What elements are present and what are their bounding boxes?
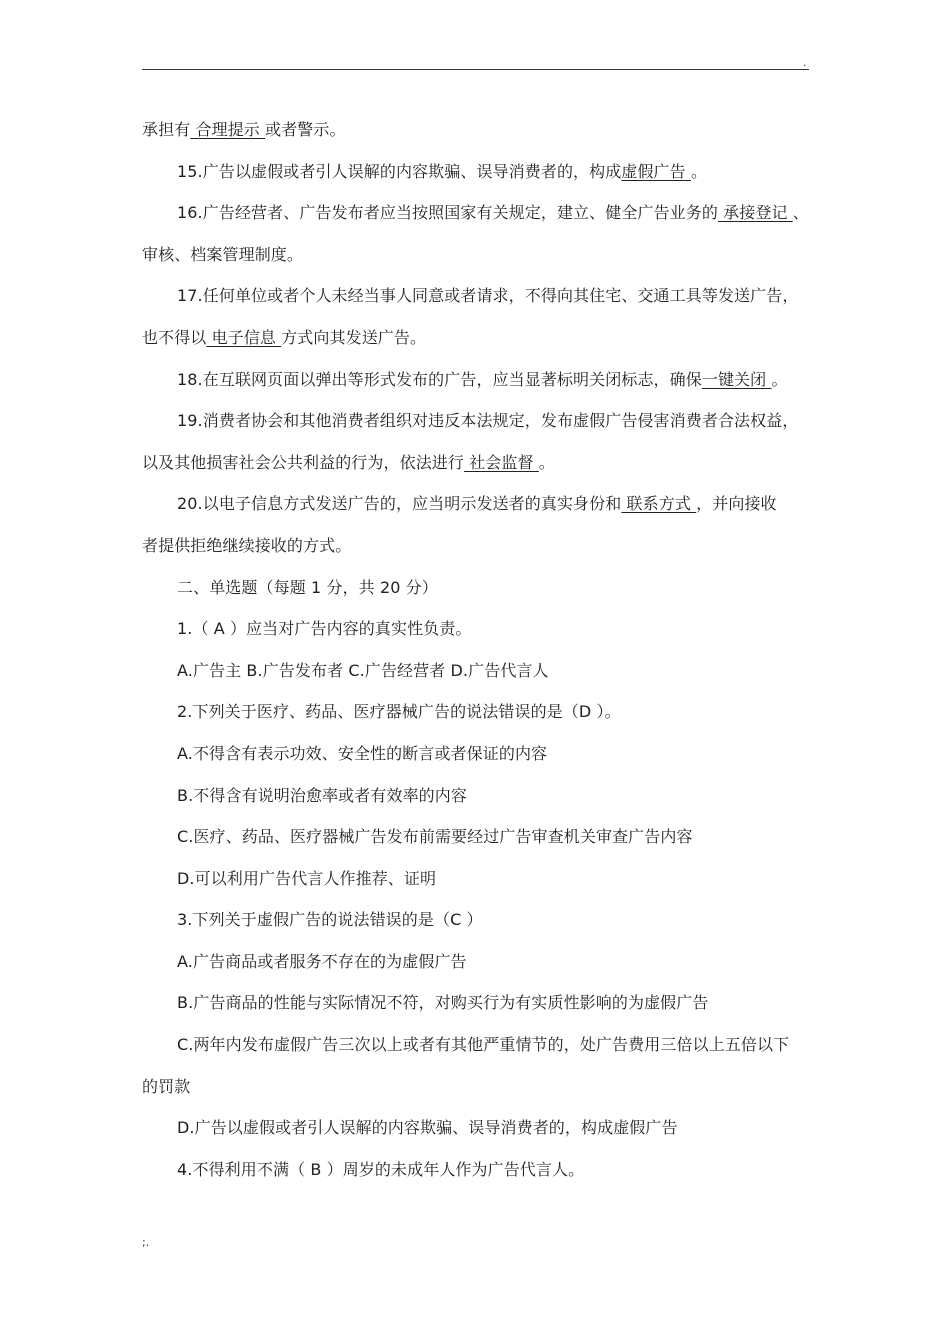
text-segment: B.广告商品的性能与实际情况不符，对购买行为有实质性影响的为虚假广告 xyxy=(177,993,709,1013)
text-line xyxy=(142,196,812,238)
underlined-answer: 电子信息 xyxy=(206,327,282,347)
text-line xyxy=(142,903,812,945)
text-line xyxy=(142,862,812,904)
text-line xyxy=(142,820,812,862)
text-segment: A.广告主 B.广告发布者 C.广告经营者 D.广告代言人 xyxy=(177,660,549,680)
underlined-answer: 社会监督 xyxy=(464,452,539,472)
text-segment: ，并向接收 xyxy=(696,494,777,514)
text-segment: 。 xyxy=(538,452,555,472)
text-line xyxy=(142,404,812,446)
text-segment: 方式向其发送广告。 xyxy=(281,327,427,347)
text-line xyxy=(142,695,812,737)
text-segment: 19.消费者协会和其他消费者组织对违反本法规定，发布虚假广告侵害消费者合法权益， xyxy=(177,411,799,431)
text-line xyxy=(142,321,812,363)
text-line xyxy=(142,238,812,280)
text-line xyxy=(142,155,812,197)
text-segment: 审核、档案管理制度。 xyxy=(142,244,304,264)
text-line xyxy=(142,529,812,571)
text-line xyxy=(142,1028,812,1070)
text-segment: 的罚款 xyxy=(142,1076,191,1096)
underlined-answer: 一键关闭 xyxy=(701,369,772,389)
text-segment: C.两年内发布虚假广告三次以上或者有其他严重情节的，处广告费用三倍以上五倍以下 xyxy=(177,1035,790,1055)
text-line xyxy=(142,779,812,821)
text-segment: 。 xyxy=(690,161,708,181)
text-segment: 、 xyxy=(792,203,809,223)
text-segment: 16.广告经营者、广告发布者应当按照国家有关规定，建立、健全广告业务的 xyxy=(177,203,718,223)
text-segment: A.不得含有表示功效、安全性的断言或者保证的内容 xyxy=(177,743,548,763)
text-segment: D.可以利用广告代言人作推荐、证明 xyxy=(177,868,437,888)
text-segment: 2.下列关于医疗、药品、医疗器械广告的说法错误的是（D ）。 xyxy=(177,702,621,722)
document-body xyxy=(142,113,812,1194)
text-segment: B.不得含有说明治愈率或者有效率的内容 xyxy=(177,785,467,805)
text-line xyxy=(142,487,812,529)
text-line xyxy=(142,945,812,987)
text-segment: 15.广告以虚假或者引人误解的内容欺骗、误导消费者的，构成 xyxy=(177,161,622,181)
header-rule xyxy=(142,69,809,70)
underlined-answer: 合理提示 xyxy=(190,120,266,139)
text-line xyxy=(142,363,812,405)
text-line xyxy=(142,612,812,654)
text-line xyxy=(142,571,812,613)
underlined-answer: 虚假广告 xyxy=(621,161,691,181)
text-segment: 。 xyxy=(771,369,788,389)
text-segment: 1.（ A ）应当对广告内容的真实性负责。 xyxy=(177,619,472,639)
text-segment: 或者警示。 xyxy=(265,120,346,139)
underlined-answer: 承接登记 xyxy=(717,203,793,223)
text-segment: 以及其他损害社会公共利益的行为，依法进行 xyxy=(142,452,465,472)
header-mark: . xyxy=(803,56,807,69)
text-segment: 4.不得利用不满（ B ）周岁的未成年人作为广告代言人。 xyxy=(177,1159,585,1179)
text-segment: 20.以电子信息方式发送广告的，应当明示发送者的真实身份和 xyxy=(177,494,622,514)
text-segment: 3.下列关于虚假广告的说法错误的是（C ） xyxy=(177,910,483,930)
text-segment: D.广告以虚假或者引人误解的内容欺骗、误导消费者的，构成虚假广告 xyxy=(177,1118,678,1138)
text-segment: 二、单选题（每题 1 分，共 20 分） xyxy=(177,577,438,597)
text-line xyxy=(142,113,812,155)
text-line xyxy=(142,1111,812,1153)
text-segment: 承担有 xyxy=(142,120,191,139)
text-segment: A.广告商品或者服务不存在的为虚假广告 xyxy=(177,951,467,971)
text-line xyxy=(142,737,812,779)
text-line xyxy=(142,1070,812,1112)
text-segment: 18.在互联网页面以弹出等形式发布的广告，应当显著标明关闭标志，确保 xyxy=(177,369,702,389)
text-line xyxy=(142,1153,812,1195)
text-line xyxy=(142,279,812,321)
text-line xyxy=(142,986,812,1028)
text-line xyxy=(142,446,812,488)
text-segment: 17.任何单位或者个人未经当事人同意或者请求，不得向其住宅、交通工具等发送广告， xyxy=(177,286,799,306)
underlined-answer: 联系方式 xyxy=(621,494,697,514)
text-segment: C.医疗、药品、医疗器械广告发布前需要经过广告审查机关审查广告内容 xyxy=(177,827,693,847)
text-segment: 也不得以 xyxy=(142,327,207,347)
text-segment: 者提供拒绝继续接收的方式。 xyxy=(142,535,352,555)
text-line xyxy=(142,654,812,696)
footer-mark: ;. xyxy=(142,1236,150,1249)
